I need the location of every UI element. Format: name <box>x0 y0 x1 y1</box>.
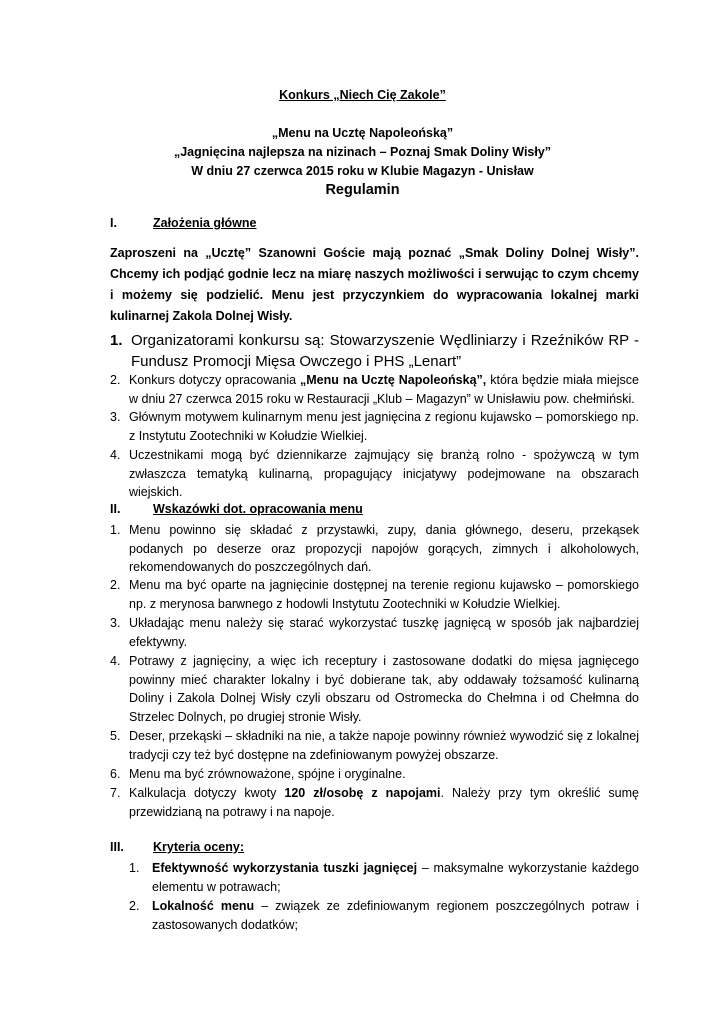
item-number: 2. <box>129 899 140 913</box>
item-text: – związek ze zdefiniowanym regionem poszczególnych potraw i zastosowanych dodatków; <box>152 899 639 932</box>
item-text: Menu powinno się składać z przystawki, zupy, dania głównego, deseru, przekąsek podanych po deserze oraz propozycji napojów gorących, zimnych i alkoholowych, rekomendowanych do poszczególnych dań. <box>129 523 639 574</box>
item-number: 1. <box>129 861 140 875</box>
list-item <box>110 727 639 764</box>
regulamin-heading: Regulamin <box>325 182 400 198</box>
item-bold-text: Lokalność menu <box>152 899 255 913</box>
item-number: 1. <box>110 332 123 349</box>
list-item <box>110 652 639 726</box>
list-item <box>110 521 639 577</box>
item-text: Organizatorami konkursu są: Stowarzyszenie Wędliniarzy i Rzeźników RP - Fundusz Promocji Mięsa Owczego i PHS „Lenart” <box>131 332 639 370</box>
list-item <box>110 330 639 372</box>
list-item <box>110 576 639 613</box>
list-item <box>129 897 639 934</box>
item-text: Menu ma być oparte na jagnięcinie dostępnej na terenie regionu kujawsko – pomorskiego np. z merynosa barwnego z hodowli Instytutu Zootechniki w Kołudzie Wielkiej. <box>129 578 639 611</box>
contest-title: Konkurs „Niech Cię Zakole” <box>279 88 446 102</box>
item-text: – maksymalne wykorzystanie każdego elementu w potrawach; <box>152 861 639 894</box>
item-number: 5. <box>110 729 121 743</box>
section-3-heading <box>110 840 244 854</box>
section-2-number: II. <box>110 502 121 516</box>
item-number: 1. <box>110 523 121 537</box>
section-1-heading <box>110 216 257 230</box>
item-number: 6. <box>110 767 121 781</box>
item-number: 2. <box>110 373 121 387</box>
section-1-intro: Zaproszeni na „Ucztę” Szanowni Goście mają poznać „Smak Doliny Dolnej Wisły”. Chcemy ich podjąć godnie lecz na miarę naszych możliwości i serwując to czym chcemy i możemy się podzielić. Menu jest przyczynkiem do wypracowania lokalnej marki kulinarnej Zakola Dolnej Wisły. <box>110 246 639 323</box>
item-number: 7. <box>110 786 121 800</box>
item-bold-text: „Menu na Ucztę Napoleońską”, <box>300 373 487 387</box>
item-number: 3. <box>110 410 121 424</box>
item-number: 4. <box>110 654 121 668</box>
section-1-number: I. <box>110 216 117 230</box>
item-number: 4. <box>110 448 121 462</box>
list-item <box>110 765 639 784</box>
list-item <box>110 784 639 821</box>
item-text: Uczestnikami mogą być dziennikarze zajmujący się branżą rolno - spożywczą w tym zwłaszcza tematyką kulinarną, propagujący inicjatywy podejmowane na obszarach wiejskich. <box>129 448 639 499</box>
section-2-title: Wskazówki dot. opracowania menu <box>153 502 363 516</box>
item-text: Układając menu należy się starać wykorzystać tuszkę jagnięcą w sposób jak najbardziej efektywny. <box>129 616 639 649</box>
item-text: Potrawy z jagnięciny, a więc ich receptury i zastosowane dodatki do mięsa jagnięcego powinny mieć charakter lokalny i być dobierane tak, aby oddawały tożsamość kulinarną Doliny i Zakola Dolnej Wisły czyli obszaru od Ostromecka do Chełmna i od Chełmna do Strzelec Dolnych, po drugiej stronie Wisły. <box>129 654 639 724</box>
item-bold-text: 120 zł/osobę z napojami <box>284 786 441 800</box>
menu-title: „Menu na Ucztę Napoleońską” <box>271 126 454 140</box>
date-place: W dniu 27 czerwca 2015 roku w Klubie Magazyn - Unisław <box>191 164 534 178</box>
section-3-title: Kryteria oceny: <box>153 840 245 854</box>
item-bold-text: Efektywność wykorzystania tuszki jagnięcej <box>152 861 418 875</box>
subtitle: „Jagnięcina najlepsza na nizinach – Poznaj Smak Doliny Wisły” <box>173 145 552 159</box>
list-item <box>110 614 639 651</box>
item-number: 3. <box>110 616 121 630</box>
item-text: Kalkulacja dotyczy kwoty <box>129 786 285 800</box>
section-2-heading <box>110 502 363 516</box>
item-text: Deser, przekąski – składniki na nie, a także napoje powinny również wywodzić się z lokalnej tradycji czy też być dostępne na zdefiniowanym powyżej obszarze. <box>129 729 639 762</box>
list-item <box>110 408 639 445</box>
list-item <box>110 371 639 408</box>
item-text: Menu ma być zrównoważone, spójne i oryginalne. <box>129 767 406 781</box>
item-text: . Należy przy tym określić sumę przewidzianą na potrawy i na napoje. <box>129 786 640 819</box>
list-item <box>129 859 639 896</box>
section-1-title: Założenia główne <box>153 216 257 230</box>
item-number: 2. <box>110 578 121 592</box>
item-text: Głównym motywem kulinarnym menu jest jagnięcina z regionu kujawsko – pomorskiego np. z Instytutu Zootechniki w Kołudzie Wielkiej. <box>129 410 639 443</box>
item-text: która będzie miała miejsce w dniu 27 czerwca 2015 roku w Restauracji „Klub – Magazyn” w Unisławiu pow. chełmiński. <box>129 373 639 406</box>
list-item <box>110 446 639 502</box>
section-3-number: III. <box>110 840 124 854</box>
item-text: Konkurs dotyczy opracowania <box>129 373 301 387</box>
